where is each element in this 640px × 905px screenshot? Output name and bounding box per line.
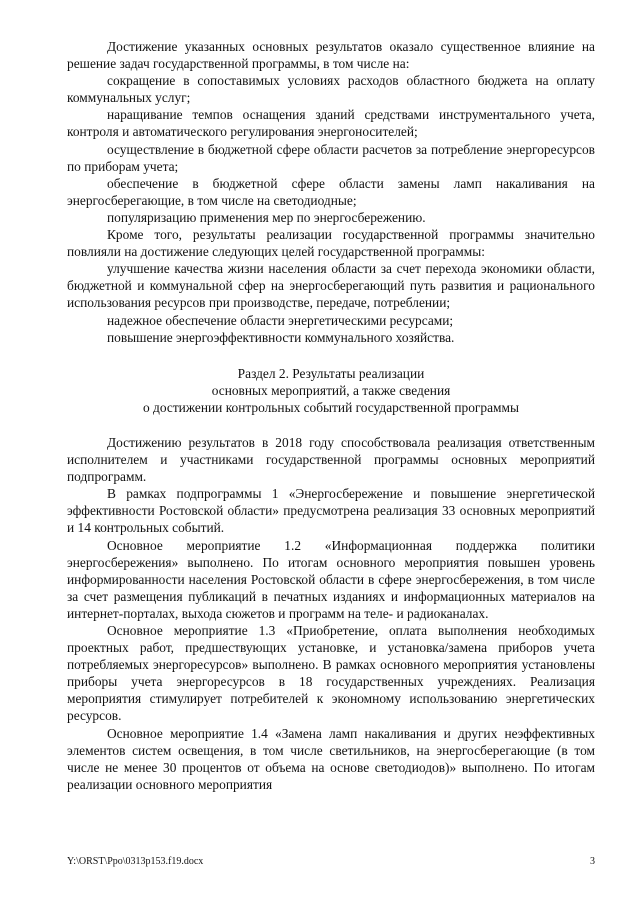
paragraph: Достижению результатов в 2018 году способствовала реализация ответственным исполнителем и участниками государственной программы основных мероприятий подпрограмм.	[67, 434, 595, 485]
paragraphs-before	[67, 38, 595, 346]
paragraph: осуществление в бюджетной сфере области расчетов за потребление энергоресурсов по приборам учета;	[67, 141, 595, 174]
section-heading-line: о достижении контрольных событий государственной программы	[142, 399, 519, 415]
paragraphs-after	[67, 434, 595, 793]
paragraph: Основное мероприятие 1.3 «Приобретение, оплата выполнения необходимых проектных работ, предшествующих установке, и установка/замена приборов учета потребляемых энергоресурсов» выполнено. В рамках основного мероприятия установлены приборы учета энергоресурсов в 18 государственных учреждениях. Реализация мероприятия стимулирует потребителей к экономному использованию энергетических ресурсов.	[67, 623, 595, 724]
paragraph: Основное мероприятие 1.2 «Информационная поддержка политики энергосбережения» выполнено. По итогам основного мероприятия повышен уровень информированности населения Ростовской области в сфере энергосбережения, в том числе за счет размещения публикаций в печатных изданиях и информационных материалов на интернет-порталах, выхода сюжетов и программ на теле- и радиоканалах.	[67, 537, 595, 621]
paragraph: наращивание темпов оснащения зданий средствами инструментального учета, контроля и автоматического регулирования энергоносителей;	[67, 107, 595, 140]
document-page	[67, 38, 595, 793]
page-number: 3	[590, 856, 595, 867]
section-heading-line: основных мероприятий, а также сведения	[211, 382, 451, 398]
page-footer	[67, 856, 595, 868]
paragraph: популяризацию применения мер по энергосбережению.	[107, 209, 426, 225]
section-heading-line: Раздел 2. Результаты реализации	[237, 365, 425, 381]
section-heading	[67, 365, 595, 416]
paragraph: сокращение в сопоставимых условиях расходов областного бюджета на оплату коммунальных услуг;	[67, 73, 595, 106]
file-path: Y:\ORST\Ppo\0313p153.f19.docx	[67, 856, 204, 867]
paragraph: Основное мероприятие 1.4 «Замена ламп накаливания и других неэффективных элементов систем освещения, в том числе светильников, на энергосберегающие (в том числе не менее 30 процентов от объема на основе светодиодов)» выполнено. По итогам реализации основного мероприятия	[67, 725, 595, 792]
paragraph: Достижение указанных основных результатов оказало существенное влияние на решение задач государственной программы, в том числе на:	[67, 39, 595, 72]
paragraph: Кроме того, результаты реализации государственной программы значительно повлияли на достижение следующих целей государственной программы:	[67, 227, 595, 260]
paragraph: обеспечение в бюджетной сфере области замены ламп накаливания на энергосберегающие, в том числе на светодиодные;	[67, 175, 595, 208]
paragraph: В рамках подпрограммы 1 «Энергосбережение и повышение энергетической эффективности Ростовской области» предусмотрена реализация 33 основных мероприятий и 14 контрольных событий.	[67, 486, 595, 536]
paragraph: повышение энергоэффективности коммунального хозяйства.	[107, 329, 455, 345]
paragraph: надежное обеспечение области энергетическими ресурсами;	[107, 312, 454, 328]
paragraph: улучшение качества жизни населения области за счет перехода экономики области, бюджетной и коммунальной сфер на энергосберегающий путь развития и рационального использования ресурсов при производстве, передаче, потреблении;	[67, 261, 595, 311]
